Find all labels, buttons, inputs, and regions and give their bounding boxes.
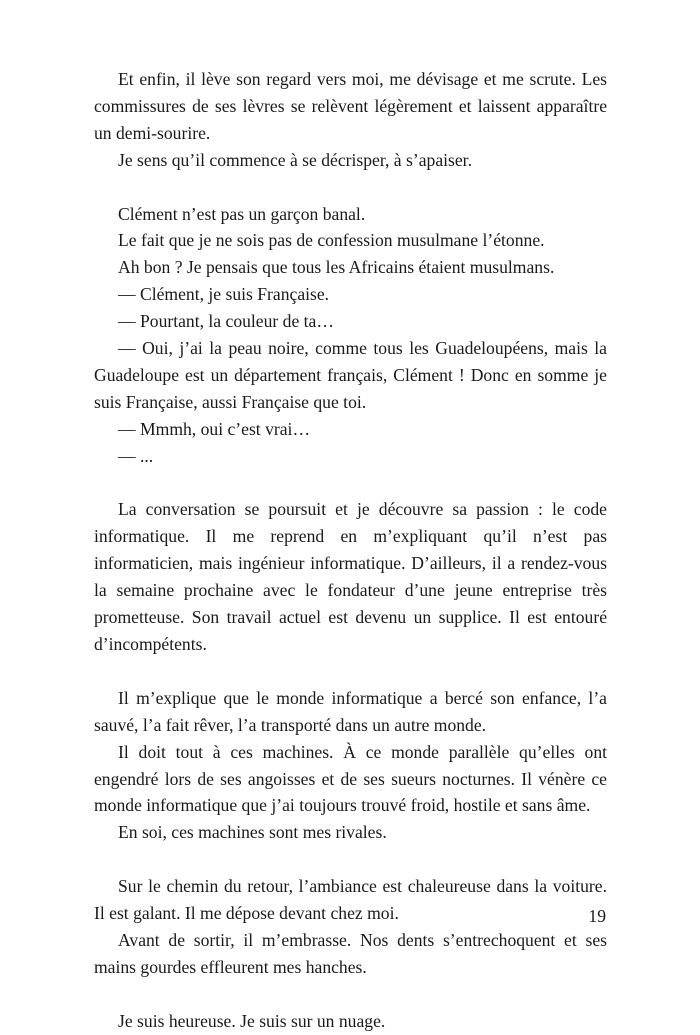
paragraph: Sur le chemin du retour, l’ambiance est chaleureuse dans la voiture. Il est galant. Il me dépose devant chez moi. — [94, 876, 607, 924]
section-gap — [94, 658, 607, 685]
paragraph: En soi, ces machines sont mes rivales. — [118, 822, 387, 843]
dialogue-line: — Pourtant, la couleur de ta… — [118, 311, 334, 332]
dialogue-line: — Clément, je suis Française. — [118, 284, 330, 305]
block-3 — [94, 496, 607, 657]
paragraph: Et enfin, il lève son regard vers moi, me dévisage et me scrute. Les commissures de ses lèvres se relèvent légèrement et laissent apparaître un demi-sourire. — [94, 69, 607, 143]
paragraph: Je suis heureuse. Je suis sur un nuage. — [118, 1010, 386, 1031]
block-4 — [94, 685, 607, 846]
dialogue-line: — Mmmh, oui c’est vrai… — [118, 418, 311, 439]
page-body — [94, 66, 607, 1035]
block-1 — [94, 66, 607, 174]
paragraph: Clément n’est pas un garçon banal. — [118, 203, 366, 224]
block-6 — [94, 1008, 607, 1035]
dialogue-line: — ... — [118, 445, 154, 466]
paragraph: Il m’explique que le monde informatique a bercé son enfance, l’a sauvé, l’a fait rêver, l’a transporté dans un autre monde. — [94, 687, 607, 735]
paragraph: Il doit tout à ces machines. À ce monde parallèle qu’elles ont engendré lors de ses angoisses et de ses sueurs nocturnes. Il vénère ce monde informatique que j’ai toujours trouvé froid, hostile et sans âme. — [94, 741, 607, 816]
section-gap — [94, 470, 607, 497]
block-5 — [94, 873, 607, 981]
paragraph: Ah bon ? Je pensais que tous les Africains étaient musulmans. — [118, 257, 555, 278]
paragraph: Avant de sortir, il m’embrasse. Nos dents s’entrechoquent et ses mains gourdes effleurent mes hanches. — [94, 929, 607, 977]
block-2-dialogue — [94, 201, 607, 470]
dialogue-line: — Oui, j’ai la peau noire, comme tous les Guadeloupéens, mais la Guadeloupe est un département français, Clément ! Donc en somme je suis Française, aussi Française que toi. — [94, 338, 607, 412]
paragraph: La conversation se poursuit et je découvre sa passion : le code informatique. Il me reprend en m’expliquant qu’il n’est pas informaticien, mais ingénieur informatique. D’ailleurs, il a rendez-vous la semaine prochaine avec le fondateur d’une jeune entreprise très prometteuse. Son travail actuel est devenu un supplice. Il est entouré d’incompétents. — [94, 499, 607, 654]
section-gap — [94, 981, 607, 1008]
paragraph: Je sens qu’il commence à se décrisper, à s’apaiser. — [118, 149, 472, 170]
section-gap — [94, 174, 607, 201]
paragraph: Le fait que je ne sois pas de confession musulmane l’étonne. — [118, 230, 545, 251]
section-gap — [94, 846, 607, 873]
page-number: 19 — [588, 906, 606, 926]
